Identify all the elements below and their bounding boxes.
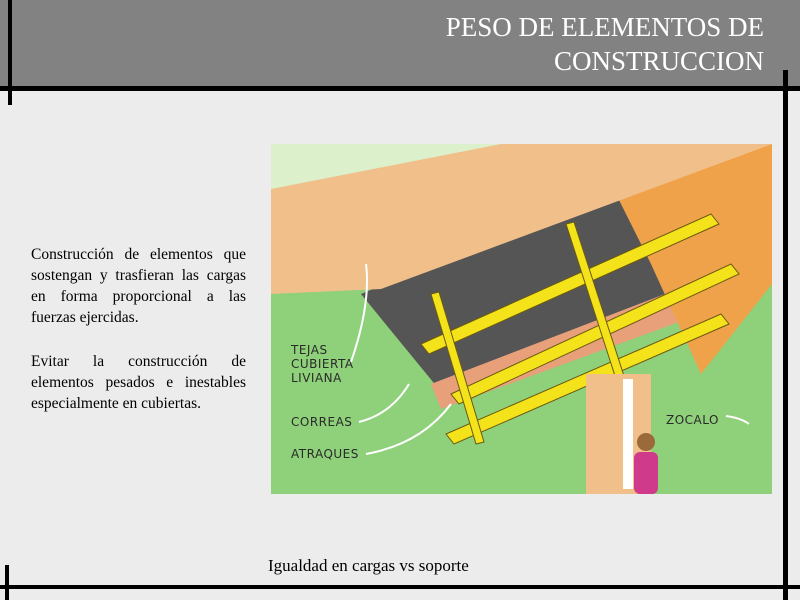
slide-title-line-2: CONSTRUCCION [553,46,764,76]
right-frame-line [783,70,788,600]
slide-title-line-1: PESO DE ELEMENTOS DE [445,12,764,42]
door-frame [623,379,633,489]
bottom-left-frame-line [5,565,9,600]
illustration-drawing [271,144,772,494]
label-atraques: ATRAQUES [291,447,359,461]
person-body [634,452,658,494]
roof-structure-illustration [271,144,772,494]
slide-title [344,10,764,78]
title-bar [0,0,800,87]
image-caption: Igualdad en cargas vs soporte [268,556,469,575]
person-head [637,433,655,451]
label-tejas-line-2: CUBIERTA [291,357,354,371]
top-divider-line [0,86,800,91]
paragraph-2: Evitar la construcción de elementos pesados e inestables especialmente en cubiertas. [31,353,246,412]
left-frame-line [8,0,12,105]
label-tejas-line-3: LIVIANA [291,371,342,385]
paragraph-1: Construcción de elementos que sostengan y trasfieran las cargas en forma proporcional a las fuerzas ejercidas. [31,246,246,326]
label-correas: CORREAS [291,415,353,429]
label-zocalo: ZOCALO [666,413,719,427]
bottom-divider-line [0,585,800,589]
label-tejas-line-1: TEJAS [291,343,328,357]
